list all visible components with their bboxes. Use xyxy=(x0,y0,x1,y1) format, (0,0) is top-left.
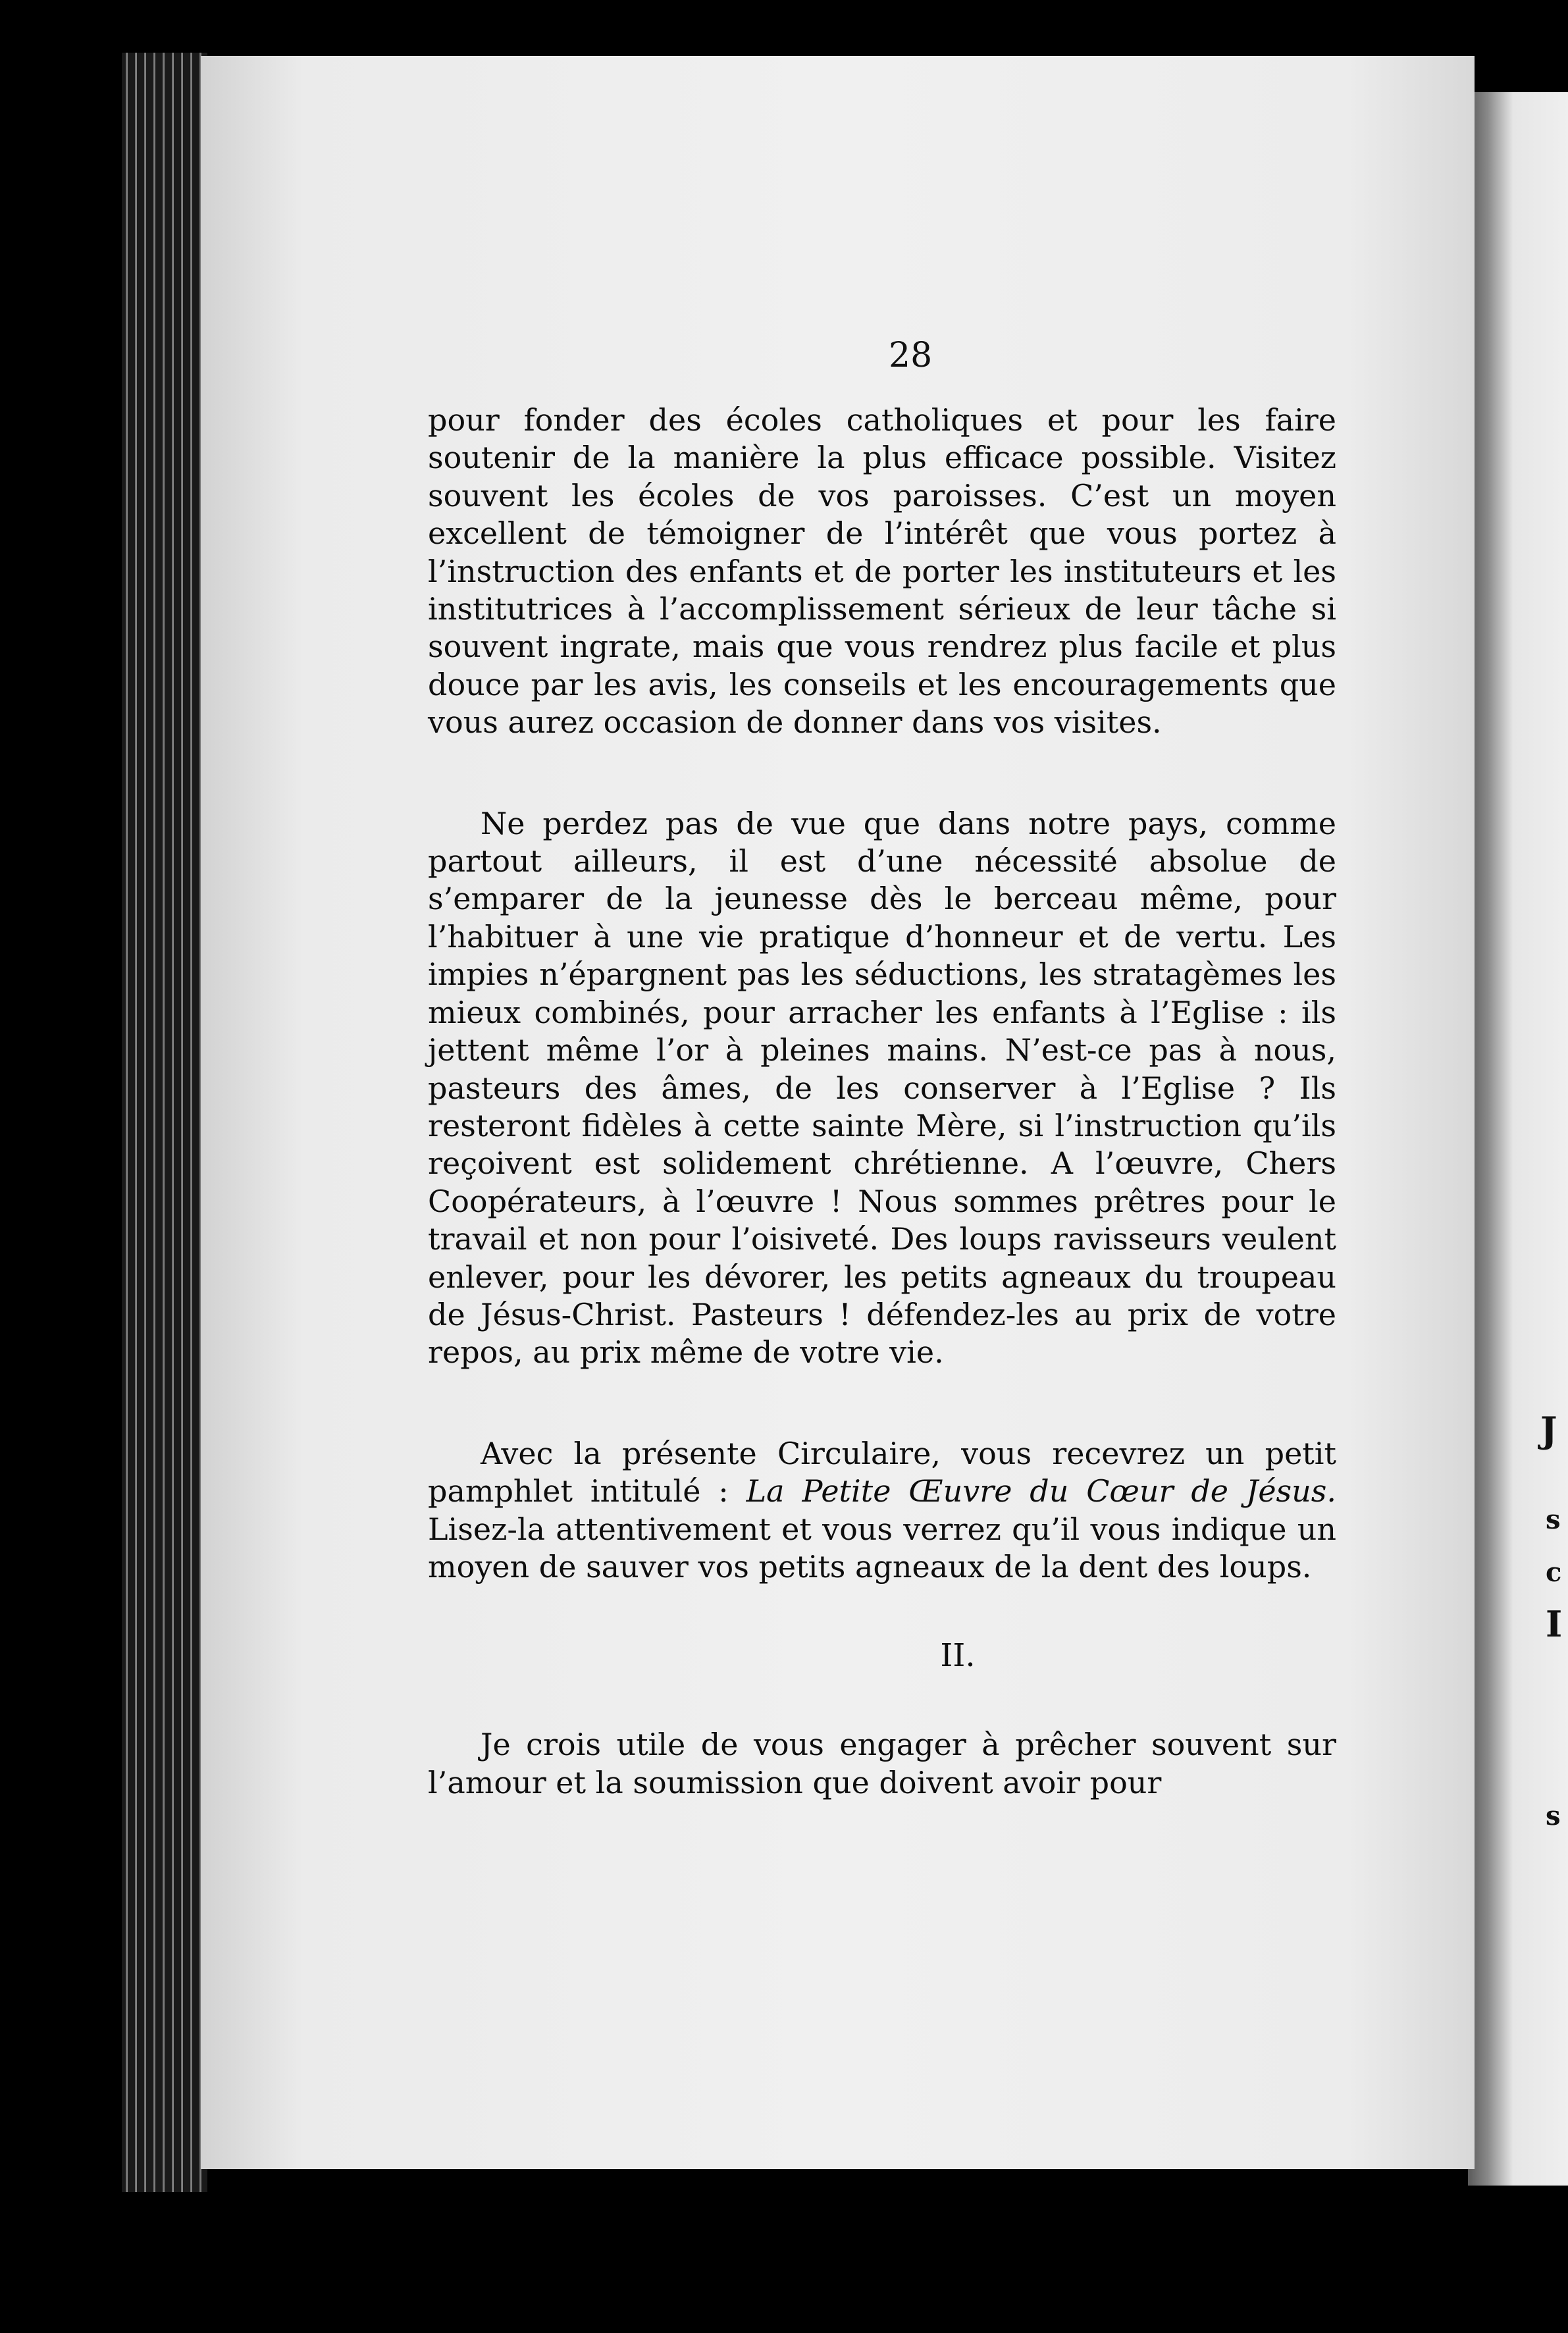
paragraph-gap xyxy=(428,1372,1336,1435)
paragraph-3-text-start: Avec la présente Circulaire, vous recevrez un petit pamphlet intitulé : xyxy=(428,1435,1336,1509)
margin-fragment-2: s xyxy=(1546,1504,1561,1535)
paragraph-2: Ne perdez pas de vue que dans notre pays, comme partout ailleurs, il est d’une nécessité absolue de s’emparer de la jeunesse dès le berceau même, pour l’habituer à une vie pratique d’honneur et de vertu. Les impies n’épargnent pas les séductions, les stratagèmes les mieux combinés, pour arracher les enfants à l’Eglise : ils jettent même l’or à pleines mains. N’est-ce pas à nous, pasteurs des âmes, de les conserver à l’Eglise ? Ils resteront fidèles à cette sainte Mère, si l’instruction qu’ils reçoivent est solidement chrétienne. A l’œuvre, Chers Coopérateurs, à l’œuvre ! Nous sommes prêtres pour le travail et non pour l’oisiveté. Des loups ravisseurs veulent enlever, pour les dévorer, les petits agneaux du troupeau de Jésus-Christ. Pasteurs ! défendez-les au prix de votre repos, au prix même de votre vie. xyxy=(428,805,1336,1371)
paragraph-3 xyxy=(428,1435,1336,1586)
book-page-edges xyxy=(122,53,207,2192)
section-heading: II. xyxy=(940,1637,976,1675)
margin-fragment-1: J xyxy=(1540,1409,1557,1451)
paragraph-3-text-end: Lisez-la attentivement et vous verrez qu’il vous indique un moyen de sauver vos petits agneaux de la dent des loups. xyxy=(428,1511,1336,1585)
paragraph-gap xyxy=(428,742,1336,805)
page-number: 28 xyxy=(889,336,933,375)
section-gap xyxy=(428,1675,1336,1726)
paragraph-4: Je crois utile de vous engager à prêcher souvent sur l’amour et la soumission que doivent avoir pour xyxy=(428,1727,1336,1800)
paragraph-1: pour fonder des écoles catholiques et pour les faire soutenir de la manière la plus efficace possible. Visitez souvent les écoles de vos paroisses. C’est un moyen excellent de témoigner de l’intérêt que vous portez à l’instruction des enfants et de porter les instituteurs et les institutrices à l’accomplissement sérieux de leur tâche si souvent ingrate, mais que vous rendrez plus facile et plus douce par les avis, les conseils et les encouragements que vous aurez occasion de donner dans vos visites. xyxy=(428,402,1336,741)
section-gap xyxy=(428,1586,1336,1637)
page-body xyxy=(428,402,1336,1802)
margin-fragment-5: s xyxy=(1546,1800,1561,1831)
margin-fragment-4: I xyxy=(1546,1603,1563,1645)
margin-fragment-3: c xyxy=(1546,1557,1562,1588)
next-page-sliver xyxy=(1468,92,1568,2186)
pamphlet-title: La Petite Œuvre du Cœur de Jésus. xyxy=(746,1473,1337,1509)
